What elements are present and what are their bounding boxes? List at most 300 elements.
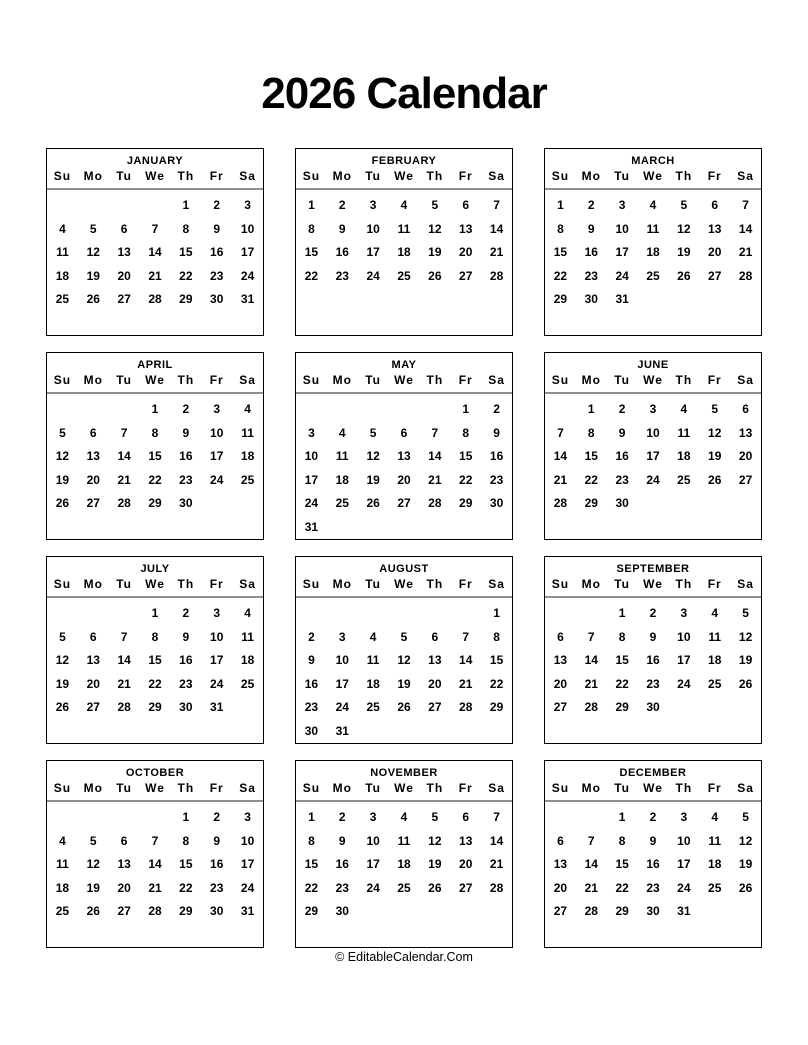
- day-cell: 21: [584, 676, 598, 691]
- day-cell: 13: [459, 833, 473, 848]
- month-box-november: [295, 760, 513, 948]
- day-cell: 6: [462, 198, 470, 213]
- day-cell: 9: [649, 629, 657, 644]
- month-title: SEPTEMBER: [616, 563, 690, 576]
- day-cell: 14: [148, 245, 162, 260]
- weekday-header-row: [296, 373, 512, 394]
- day-cell: 2: [618, 402, 626, 417]
- day-cell: 12: [366, 449, 380, 464]
- month-box-october: [46, 760, 264, 948]
- day-cell: 3: [213, 606, 221, 621]
- day-cell: 6: [742, 402, 749, 417]
- weekday-label: Sa: [737, 169, 754, 184]
- day-cell: 16: [646, 653, 660, 668]
- day-cell: 7: [151, 833, 159, 848]
- day-cell: 23: [335, 268, 349, 283]
- day-cell: 11: [56, 857, 69, 872]
- day-cell: 2: [587, 198, 595, 213]
- day-cell: 5: [59, 629, 66, 644]
- day-cell: 4: [711, 810, 719, 825]
- month-days-grid: [47, 394, 263, 538]
- weekday-header-row: [47, 577, 263, 598]
- weekday-label: Su: [53, 577, 72, 592]
- day-cell: 16: [335, 857, 349, 872]
- day-cell: 10: [366, 833, 380, 848]
- day-cell: 7: [431, 425, 439, 440]
- day-cell: 15: [615, 857, 629, 872]
- day-cell: 20: [738, 449, 753, 464]
- day-cell: 23: [179, 676, 193, 691]
- day-cell: 14: [584, 857, 598, 872]
- day-cell: 1: [308, 198, 315, 213]
- day-cell: 27: [86, 496, 100, 511]
- month-box-august: [295, 556, 513, 744]
- day-cell: 29: [584, 496, 598, 511]
- weekday-label: Tu: [614, 577, 631, 592]
- day-cell: 23: [304, 700, 319, 715]
- weekday-header-row: [47, 169, 263, 190]
- day-cell: 4: [244, 606, 251, 621]
- day-cell: 16: [335, 245, 349, 260]
- day-cell: 5: [400, 629, 408, 644]
- day-cell: 19: [677, 245, 691, 260]
- day-cell: 30: [584, 292, 598, 307]
- day-cell: 23: [489, 472, 504, 487]
- weekday-label: We: [394, 169, 414, 184]
- day-cell: 30: [615, 496, 629, 511]
- day-cell: 13: [553, 653, 568, 668]
- day-cell: 23: [179, 472, 193, 487]
- weekday-label: Fr: [707, 781, 722, 796]
- day-cell: 16: [179, 449, 193, 464]
- day-cell: 22: [615, 880, 629, 895]
- day-cell: 26: [428, 268, 442, 283]
- day-cell: 12: [428, 833, 442, 848]
- weekday-label: Fr: [707, 373, 722, 388]
- day-cell: 26: [366, 496, 380, 511]
- day-cell: 18: [708, 857, 722, 872]
- day-cell: 7: [151, 221, 159, 236]
- day-cell: 12: [428, 221, 442, 236]
- day-cell: 25: [240, 472, 255, 487]
- weekday-header-row: [545, 781, 761, 802]
- day-cell: 31: [335, 723, 349, 738]
- month-title: AUGUST: [379, 563, 429, 576]
- day-cell: 25: [397, 268, 411, 283]
- day-cell: 3: [244, 810, 251, 825]
- day-cell: 27: [708, 268, 722, 283]
- day-cell: 13: [738, 425, 753, 440]
- day-cell: 23: [335, 880, 349, 895]
- day-cell: 11: [56, 245, 69, 260]
- month-days-grid: [47, 598, 263, 742]
- day-cell: 21: [459, 676, 473, 691]
- day-cell: 24: [366, 880, 380, 895]
- day-cell: 25: [366, 700, 380, 715]
- weekday-header-row: [296, 577, 512, 598]
- day-cell: 11: [335, 449, 349, 464]
- day-cell: 30: [646, 700, 660, 715]
- day-cell: 18: [397, 857, 411, 872]
- day-cell: 1: [151, 402, 159, 417]
- day-cell: 18: [708, 653, 722, 668]
- weekday-label: Fr: [707, 169, 722, 184]
- day-cell: 29: [553, 292, 568, 307]
- day-cell: 2: [338, 198, 346, 213]
- day-cell: 26: [428, 880, 442, 895]
- weekday-label: Mo: [83, 373, 103, 388]
- day-cell: 8: [462, 425, 470, 440]
- month-title: JUNE: [637, 359, 669, 372]
- day-cell: 12: [738, 629, 753, 644]
- day-cell: 4: [400, 810, 408, 825]
- day-cell: 3: [680, 606, 688, 621]
- day-cell: 9: [182, 425, 190, 440]
- day-cell: 10: [210, 425, 224, 440]
- day-cell: 29: [615, 700, 629, 715]
- month-box-march: [544, 148, 762, 336]
- day-cell: 17: [677, 857, 691, 872]
- day-cell: 12: [738, 833, 753, 848]
- day-cell: 26: [86, 904, 100, 919]
- day-cell: 22: [179, 268, 193, 283]
- day-cell: 5: [680, 198, 688, 213]
- day-cell: 28: [459, 700, 473, 715]
- day-cell: 28: [117, 496, 131, 511]
- day-cell: 31: [240, 292, 255, 307]
- day-cell: 6: [557, 629, 564, 644]
- month-box-june: [544, 352, 762, 540]
- day-cell: 28: [489, 268, 504, 283]
- weekday-label: Su: [302, 577, 321, 592]
- weekday-label: Tu: [116, 577, 133, 592]
- day-cell: 6: [120, 833, 128, 848]
- month-days-grid: [47, 802, 263, 946]
- day-cell: 9: [493, 425, 500, 440]
- weekday-label: Mo: [83, 781, 103, 796]
- page-title: 2026 Calendar: [261, 69, 547, 118]
- day-cell: 31: [240, 904, 255, 919]
- day-cell: 26: [55, 496, 70, 511]
- weekday-label: Sa: [239, 169, 256, 184]
- day-cell: 12: [55, 653, 70, 668]
- day-cell: 16: [179, 653, 193, 668]
- day-cell: 20: [86, 472, 100, 487]
- day-cell: 15: [584, 449, 598, 464]
- weekday-label: We: [145, 577, 165, 592]
- day-cell: 19: [428, 245, 442, 260]
- day-cell: 1: [308, 810, 315, 825]
- month-days-grid: [545, 394, 761, 538]
- day-cell: 1: [493, 606, 500, 621]
- day-cell: 16: [304, 676, 319, 691]
- day-cell: 28: [738, 268, 753, 283]
- month-box-december: [544, 760, 762, 948]
- month-days-grid: [296, 394, 512, 538]
- day-cell: 26: [738, 880, 753, 895]
- day-cell: 1: [618, 606, 626, 621]
- day-cell: 26: [677, 268, 691, 283]
- day-cell: 7: [493, 810, 500, 825]
- day-cell: 7: [493, 198, 500, 213]
- weekday-label: Mo: [332, 781, 352, 796]
- weekday-label: We: [643, 577, 663, 592]
- weekday-label: Fr: [458, 169, 473, 184]
- weekday-label: Su: [302, 781, 321, 796]
- weekday-header-row: [545, 577, 761, 598]
- day-cell: 21: [489, 857, 504, 872]
- weekday-label: Tu: [116, 169, 133, 184]
- day-cell: 30: [210, 292, 224, 307]
- weekday-label: Th: [675, 373, 693, 388]
- day-cell: 20: [86, 676, 100, 691]
- day-cell: 11: [677, 425, 691, 440]
- day-cell: 11: [397, 833, 411, 848]
- day-cell: 27: [117, 292, 131, 307]
- day-cell: 8: [618, 629, 626, 644]
- day-cell: 4: [59, 833, 66, 848]
- day-cell: 15: [179, 245, 193, 260]
- day-cell: 11: [708, 629, 722, 644]
- weekday-label: Su: [551, 781, 570, 796]
- day-cell: 29: [304, 904, 319, 919]
- day-cell: 5: [431, 810, 439, 825]
- weekday-label: Su: [302, 169, 321, 184]
- day-cell: 8: [182, 221, 190, 236]
- day-cell: 19: [86, 268, 100, 283]
- day-cell: 8: [618, 833, 626, 848]
- day-cell: 30: [646, 904, 660, 919]
- day-cell: 21: [738, 245, 753, 260]
- day-cell: 30: [304, 723, 319, 738]
- day-cell: 15: [304, 245, 319, 260]
- weekday-label: Fr: [209, 577, 224, 592]
- day-cell: 5: [369, 425, 377, 440]
- day-cell: 8: [308, 833, 315, 848]
- day-cell: 16: [210, 857, 224, 872]
- day-cell: 23: [210, 880, 224, 895]
- day-cell: 4: [338, 425, 346, 440]
- day-cell: 15: [459, 449, 473, 464]
- day-cell: 23: [210, 268, 224, 283]
- day-cell: 17: [240, 245, 255, 260]
- day-cell: 14: [553, 449, 568, 464]
- weekday-label: Tu: [365, 169, 382, 184]
- day-cell: 21: [553, 472, 568, 487]
- day-cell: 28: [584, 700, 598, 715]
- day-cell: 17: [366, 245, 380, 260]
- weekday-label: Sa: [239, 373, 256, 388]
- day-cell: 19: [738, 857, 753, 872]
- day-cell: 9: [338, 833, 346, 848]
- month-title: JANUARY: [126, 155, 184, 168]
- day-cell: 5: [742, 606, 749, 621]
- day-cell: 17: [646, 449, 660, 464]
- day-cell: 13: [708, 221, 722, 236]
- weekday-label: Fr: [209, 781, 224, 796]
- day-cell: 15: [179, 857, 193, 872]
- day-cell: 20: [459, 245, 473, 260]
- day-cell: 14: [459, 653, 473, 668]
- day-cell: 28: [148, 904, 162, 919]
- day-cell: 4: [649, 198, 657, 213]
- day-cell: 18: [55, 880, 70, 895]
- day-cell: 15: [148, 653, 162, 668]
- weekday-label: Mo: [332, 169, 352, 184]
- weekday-label: Tu: [116, 781, 133, 796]
- weekday-label: Th: [426, 373, 444, 388]
- month-title: DECEMBER: [619, 767, 687, 780]
- day-cell: 8: [308, 221, 315, 236]
- day-cell: 29: [148, 496, 162, 511]
- month-title: MARCH: [631, 155, 675, 168]
- day-cell: 2: [649, 810, 657, 825]
- day-cell: 30: [335, 904, 349, 919]
- day-cell: 13: [117, 245, 131, 260]
- day-cell: 25: [335, 496, 349, 511]
- day-cell: 3: [338, 629, 346, 644]
- day-cell: 27: [553, 904, 568, 919]
- day-cell: 21: [489, 245, 504, 260]
- weekday-label: We: [394, 781, 414, 796]
- weekday-label: We: [643, 373, 663, 388]
- weekday-label: Th: [675, 169, 693, 184]
- day-cell: 27: [459, 880, 473, 895]
- day-cell: 6: [89, 629, 97, 644]
- day-cell: 15: [615, 653, 629, 668]
- day-cell: 14: [148, 857, 162, 872]
- day-cell: 25: [55, 904, 70, 919]
- day-cell: 7: [120, 629, 128, 644]
- month-box-september: [544, 556, 762, 744]
- day-cell: 13: [553, 857, 568, 872]
- day-cell: 19: [55, 676, 70, 691]
- weekday-label: We: [643, 169, 663, 184]
- weekday-label: Su: [53, 169, 72, 184]
- day-cell: 11: [397, 221, 411, 236]
- day-cell: 31: [615, 292, 629, 307]
- day-cell: 8: [151, 629, 159, 644]
- month-days-grid: [545, 190, 761, 334]
- day-cell: 29: [148, 700, 162, 715]
- day-cell: 18: [240, 653, 255, 668]
- day-cell: 1: [151, 606, 159, 621]
- weekday-label: Fr: [209, 169, 224, 184]
- day-cell: 25: [240, 676, 255, 691]
- day-cell: 19: [86, 880, 100, 895]
- day-cell: 21: [148, 880, 162, 895]
- day-cell: 10: [366, 221, 380, 236]
- day-cell: 18: [646, 245, 660, 260]
- day-cell: 24: [677, 880, 691, 895]
- weekday-label: Su: [551, 373, 570, 388]
- day-cell: 27: [117, 904, 131, 919]
- weekday-label: Tu: [614, 781, 631, 796]
- weekday-label: Sa: [488, 781, 505, 796]
- day-cell: 24: [210, 472, 224, 487]
- month-title: MAY: [391, 359, 417, 372]
- day-cell: 16: [646, 857, 660, 872]
- day-cell: 15: [304, 857, 319, 872]
- day-cell: 3: [308, 425, 315, 440]
- weekday-label: Fr: [707, 577, 722, 592]
- weekday-label: Sa: [737, 577, 754, 592]
- day-cell: 20: [459, 857, 473, 872]
- weekday-label: Th: [177, 781, 195, 796]
- day-cell: 16: [615, 449, 629, 464]
- day-cell: 17: [366, 857, 380, 872]
- day-cell: 15: [148, 449, 162, 464]
- day-cell: 5: [89, 221, 97, 236]
- day-cell: 12: [55, 449, 70, 464]
- weekday-header-row: [47, 781, 263, 802]
- day-cell: 28: [584, 904, 598, 919]
- day-cell: 6: [711, 198, 719, 213]
- day-cell: 12: [86, 245, 100, 260]
- weekday-label: Su: [551, 169, 570, 184]
- day-cell: 12: [708, 425, 722, 440]
- day-cell: 11: [241, 629, 254, 644]
- day-cell: 26: [397, 700, 411, 715]
- day-cell: 20: [708, 245, 722, 260]
- day-cell: 6: [462, 810, 470, 825]
- day-cell: 17: [240, 857, 255, 872]
- weekday-header-row: [296, 781, 512, 802]
- day-cell: 10: [304, 449, 319, 464]
- day-cell: 22: [304, 268, 319, 283]
- day-cell: 29: [615, 904, 629, 919]
- day-cell: 17: [335, 676, 349, 691]
- day-cell: 5: [431, 198, 439, 213]
- day-cell: 26: [86, 292, 100, 307]
- day-cell: 10: [677, 629, 691, 644]
- day-cell: 6: [120, 221, 128, 236]
- day-cell: 7: [742, 198, 749, 213]
- day-cell: 10: [335, 653, 349, 668]
- day-cell: 25: [646, 268, 660, 283]
- day-cell: 4: [400, 198, 408, 213]
- weekday-label: Mo: [83, 169, 103, 184]
- day-cell: 28: [117, 700, 131, 715]
- day-cell: 25: [677, 472, 691, 487]
- day-cell: 1: [182, 198, 190, 213]
- weekday-label: Su: [53, 781, 72, 796]
- day-cell: 20: [553, 676, 568, 691]
- weekday-label: Th: [426, 781, 444, 796]
- day-cell: 9: [649, 833, 657, 848]
- day-cell: 11: [241, 425, 254, 440]
- weekday-label: Th: [426, 577, 444, 592]
- day-cell: 29: [459, 496, 473, 511]
- day-cell: 27: [459, 268, 473, 283]
- day-cell: 30: [210, 904, 224, 919]
- footer-credit: © EditableCalendar.Com: [335, 950, 473, 964]
- day-cell: 14: [489, 833, 504, 848]
- month-box-april: [46, 352, 264, 540]
- day-cell: 31: [210, 700, 224, 715]
- day-cell: 15: [489, 653, 504, 668]
- day-cell: 24: [304, 496, 319, 511]
- day-cell: 21: [428, 472, 442, 487]
- weekday-label: Su: [551, 577, 570, 592]
- day-cell: 20: [553, 880, 568, 895]
- weekday-label: Th: [177, 169, 195, 184]
- day-cell: 16: [489, 449, 504, 464]
- day-cell: 8: [557, 221, 564, 236]
- weekday-label: Th: [177, 577, 195, 592]
- day-cell: 2: [213, 198, 221, 213]
- weekday-header-row: [296, 169, 512, 190]
